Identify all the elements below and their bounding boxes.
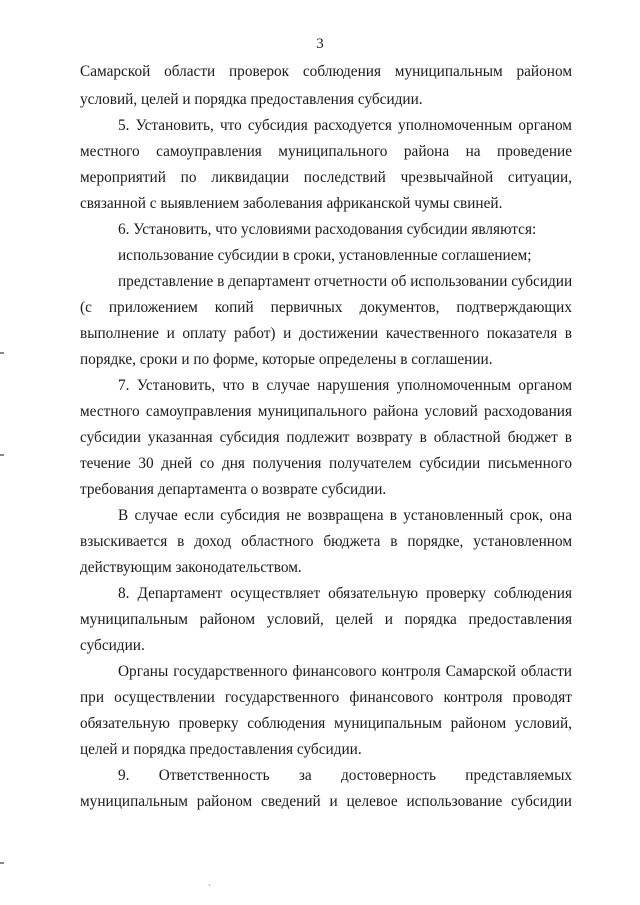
scan-speck: ˎ xyxy=(208,876,211,886)
scan-edge-mark xyxy=(0,352,4,354)
text-line: выполнение и оплату работ) и достижении качественного показателя в xyxy=(80,325,572,342)
text-line: местного самоуправления муниципального района условий расходования xyxy=(80,403,572,420)
text-line: при осуществлении государственного финансового контроля проводят xyxy=(80,689,572,706)
text-line: В случае если субсидия не возвращена в установленный срок, она xyxy=(118,507,572,524)
text-line: муниципальным районом сведений и целевое использование субсидии xyxy=(80,793,572,810)
text-line: местного самоуправления муниципального района на проведение xyxy=(80,143,572,160)
text-line: Органы государственного финансового контроля Самарской области xyxy=(118,663,572,680)
paragraph-start-5: 5. Установить, что субсидия расходуется уполномоченным органом xyxy=(118,117,572,134)
scan-edge-mark xyxy=(0,862,4,864)
text-line: мероприятий по ликвидации последствий чрезвычайной ситуации, xyxy=(80,169,572,186)
text-line: муниципальным районом условий, целей и порядка предоставления xyxy=(80,611,572,628)
text-line: целей и порядка предоставления субсидии. xyxy=(80,741,362,758)
paragraph-start-9: 9. Ответственность за достоверность представляемых xyxy=(118,767,572,784)
text-line: субсидии указанная субсидия подлежит возврату в областной бюджет в xyxy=(80,429,572,446)
text-line: обязательную проверку соблюдения муниципальным районом условий, xyxy=(80,715,572,732)
text-line: субсидии. xyxy=(80,637,145,654)
scan-edge-mark xyxy=(0,454,4,456)
text-line: представление в департамент отчетности об использовании субсидии xyxy=(118,273,573,290)
paragraph-start-8: 8. Департамент осуществляет обязательную проверку соблюдения xyxy=(118,585,572,602)
text-line: требования департамента о возврате субсидии. xyxy=(80,481,387,498)
text-line: действующим законодательством. xyxy=(80,559,302,576)
page-number: 3 xyxy=(316,36,324,52)
text-line: течение 30 дней со дня получения получателем субсидии письменного xyxy=(80,455,572,472)
paragraph-start-6: 6. Установить, что условиями расходования субсидии являются: xyxy=(118,221,537,238)
text-line: (с приложением копий первичных документов, подтверждающих xyxy=(80,299,572,316)
text-line: порядке, сроки и по форме, которые определены в соглашении. xyxy=(80,351,493,368)
paragraph-start-7: 7. Установить, что в случае нарушения уполномоченным органом xyxy=(118,377,572,394)
text-line: условий, целей и порядка предоставления субсидии. xyxy=(80,91,423,108)
text-line: взыскивается в доход областного бюджета в порядке, установленном xyxy=(80,533,572,550)
text-line: связанной с выявлением заболевания африканской чумы свиней. xyxy=(80,195,503,212)
text-line: Самарской области проверок соблюдения муниципальным районом xyxy=(80,63,572,80)
text-line: использование субсидии в сроки, установленные соглашением; xyxy=(118,247,532,264)
